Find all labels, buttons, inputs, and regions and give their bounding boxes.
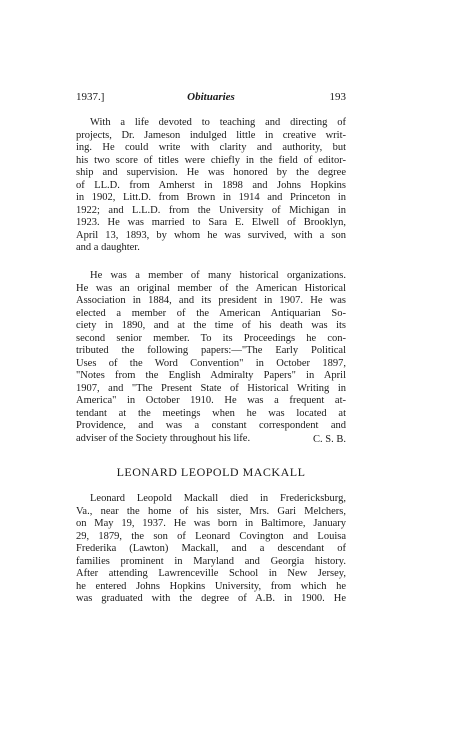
text-line: Frederika (Lawton) Mackall, and a descendant of [76, 543, 346, 554]
text-line: 1923. He was married to Sara E. Elwell of Brooklyn, [76, 217, 346, 228]
text-line: tendant at the meetings when he was located at [76, 407, 346, 419]
header-section-title: Obituaries [187, 91, 235, 103]
text-line: he entered Johns Hopkins University, from which he [76, 580, 346, 592]
author-initials: C. S. B. [313, 434, 346, 445]
text-line: second senior member. To its Proceedings he con- [76, 332, 346, 344]
text-line: projects, Dr. Jameson indulged little in creative writ- [76, 129, 346, 141]
running-header [76, 90, 346, 104]
text-line: Uses of the Word Convention" in October 1897, [76, 357, 346, 369]
text-line: Leonard Leopold Mackall died in Fredericksburg, [90, 493, 346, 504]
text-line: was graduated with the degree of A.B. in 1900. He [76, 593, 346, 604]
paragraph-mackall [76, 493, 346, 606]
text-line: He was an original member of the American Historical [76, 282, 346, 294]
text-line: ciety in 1890, and at the time of his death was its [76, 320, 346, 331]
paragraph-editorship [76, 117, 346, 255]
text-line: and a daughter. [76, 242, 140, 253]
paragraph-organizations [76, 270, 346, 445]
text-line: in 1902, Litt.D. from Brown in 1914 and Princeton in [76, 192, 346, 203]
text-line: 1922; and L.L.D. from the University of Michigan in [76, 204, 346, 216]
text-line: "Notes from the English Admiralty Papers" in April [76, 370, 346, 381]
text-line: April 13, 1893, by whom he was survived, with a son [76, 229, 346, 241]
text-line: He was a member of many historical organizations. [90, 270, 346, 281]
text-line: 1907, and "The Present State of Historical Writing in [76, 382, 346, 394]
text-line: Va., near the home of his sister, Mrs. Gari Melchers, [76, 505, 346, 517]
text-line: elected a member of the American Antiquarian So- [76, 307, 346, 319]
text-line: Association in 1884, and its president in 1907. He was [76, 295, 346, 306]
text-line: tributed the following papers:—"The Early Political [76, 345, 346, 356]
text-line: families prominent in Maryland and Georgia history. [76, 555, 346, 567]
text-line: adviser of the Society throughout his life. [76, 432, 251, 444]
obituary-title: LEONARD LEOPOLD MACKALL [116, 465, 306, 479]
header-year: 1937.] [76, 91, 105, 103]
text-line: on May 19, 1937. He was born in Baltimore, January [76, 518, 346, 529]
text-line: 29, 1879, the son of Leonard Covington and Louisa [76, 530, 346, 542]
text-line: his two score of titles were chiefly in the field of editor- [76, 154, 346, 166]
text-line: With a life devoted to teaching and directing of [90, 117, 346, 128]
text-line: ing. He could write with clarity and authority, but [76, 142, 346, 153]
text-line: ship and supervision. He was honored by the degree [76, 167, 346, 178]
text-line: of LL.D. from Amherst in 1898 and Johns Hopkins [76, 179, 346, 191]
page-number: 193 [329, 91, 346, 103]
text-line: Providence, and was a constant correspondent and [76, 420, 346, 431]
text-line: After attending Lawrenceville School in New Jersey, [76, 568, 346, 579]
text-line: America" in October 1910. He was a frequent at- [76, 395, 346, 406]
